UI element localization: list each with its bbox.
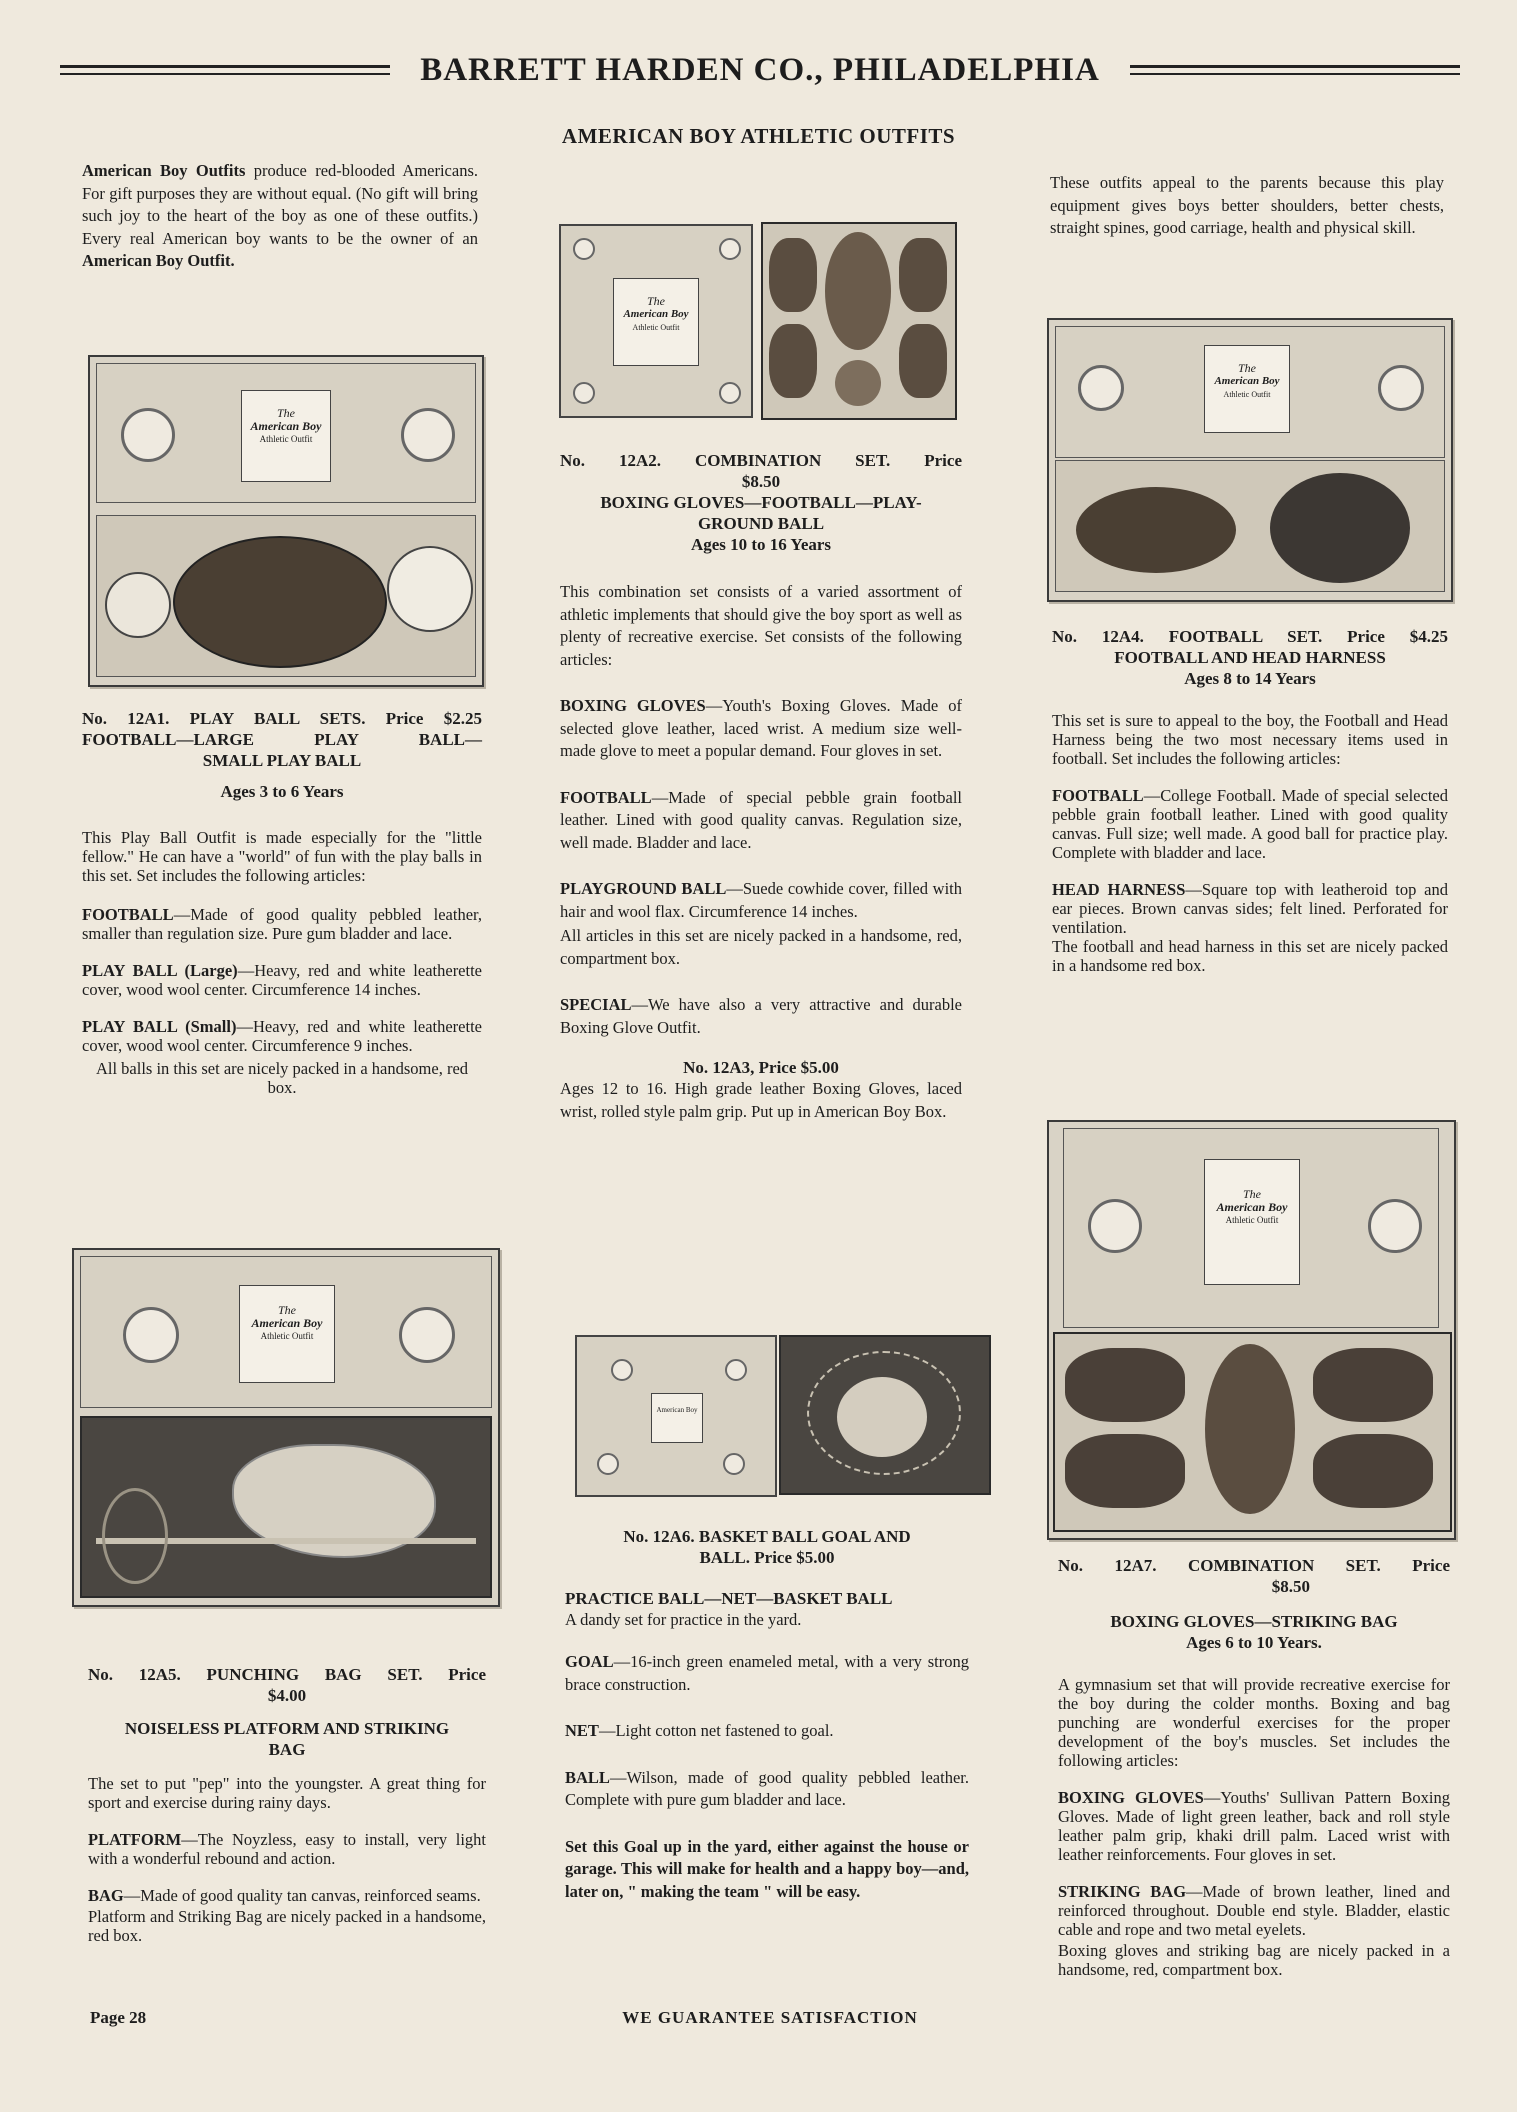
col1-12a5 bbox=[88, 1664, 486, 1957]
boxing-glove bbox=[1065, 1348, 1185, 1422]
box-label bbox=[1204, 1159, 1300, 1285]
gloves-heading: BOXING GLOVES bbox=[1058, 1788, 1204, 1807]
caption-12a4: No. 12A4. FOOTBALL SET. Price $4.25 bbox=[1052, 627, 1448, 646]
box-lid bbox=[80, 1256, 492, 1408]
caption-12a1: No. 12A1. PLAY BALL SETS. Price $2.25 bbox=[82, 709, 482, 728]
box-lid bbox=[559, 224, 753, 418]
boxing-glove bbox=[1313, 1434, 1433, 1508]
football-image bbox=[173, 536, 387, 668]
striking-bag-image bbox=[1205, 1344, 1295, 1514]
box-label-line1: The bbox=[277, 406, 295, 420]
caption-12a2: No. 12A2. COMBINATION SET. Price bbox=[560, 451, 962, 470]
platform-ring bbox=[102, 1488, 168, 1584]
box-label-line2: American Boy bbox=[623, 308, 689, 320]
large-ball-heading: PLAY BALL (Large) bbox=[82, 961, 238, 980]
subtitle-12a6: PRACTICE BALL—NET—BASKET BALL bbox=[565, 1589, 893, 1608]
masthead bbox=[60, 52, 1460, 96]
box-lid bbox=[575, 1335, 777, 1497]
box-label-line3: Athletic Outfit bbox=[1225, 1215, 1279, 1225]
box-label bbox=[241, 390, 331, 482]
box-tray bbox=[761, 222, 957, 420]
gloves-heading: BOXING GLOVES bbox=[560, 696, 706, 715]
harness-text: —Square top with leatheroid top and ear pieces. Brown canvas sides; felt lined. Perforated for ventilation. bbox=[1052, 880, 1448, 937]
intro-lead: American Boy Outfits bbox=[82, 161, 246, 180]
photo-12a6 bbox=[575, 1335, 993, 1497]
col3-12a4 bbox=[1052, 626, 1448, 987]
box-tray bbox=[779, 1335, 991, 1495]
box-label-line1: The bbox=[647, 294, 665, 308]
caption-12a5: No. 12A5. PUNCHING BAG SET. Price bbox=[88, 1665, 486, 1684]
packed-12a7: Boxing gloves and striking bag are nicely packed in a handsome, red, compartment box. bbox=[1058, 1941, 1450, 1979]
large-play-ball bbox=[387, 546, 473, 632]
caption-12a1-items: FOOTBALL—LARGE PLAY BALL— bbox=[82, 730, 482, 749]
guarantee: WE GUARANTEE SATISFACTION bbox=[622, 2008, 918, 2027]
price-12a7: $8.50 bbox=[1271, 1577, 1310, 1596]
playground-ball-heading: PLAYGROUND BALL bbox=[560, 879, 727, 898]
col2-12a6 bbox=[565, 1526, 969, 1915]
basket-ball-image bbox=[837, 1377, 927, 1457]
special-heading: SPECIAL bbox=[560, 995, 632, 1014]
box-label bbox=[651, 1393, 703, 1443]
playground-ball-text: —Suede cowhide cover, filled with hair and wool flax. Circumference 14 inches. bbox=[560, 879, 963, 921]
boxing-glove bbox=[899, 324, 947, 398]
corner-badge bbox=[573, 238, 595, 260]
box-label bbox=[613, 278, 699, 366]
ball-heading: BALL bbox=[565, 1767, 610, 1787]
subtitle-12a5-2: BAG bbox=[268, 1740, 306, 1759]
photo-12a4 bbox=[1047, 318, 1453, 602]
packed-12a5: Platform and Striking Bag are nicely packed in a handsome, red box. bbox=[88, 1907, 486, 1945]
ages-12a2: Ages 10 to 16 Years bbox=[690, 535, 832, 554]
large-ball-text: —Heavy, red and white leatherette cover, wood wool center. Circumference 14 inches. bbox=[82, 961, 482, 999]
net-text: —Light cotton net fastened to goal. bbox=[598, 1721, 834, 1740]
corner-badge bbox=[611, 1359, 633, 1381]
photo-12a7 bbox=[1047, 1120, 1456, 1540]
box-label-line2: American Boy bbox=[250, 419, 322, 433]
football-image bbox=[1076, 487, 1236, 573]
box-label-line3: Athletic Outfit bbox=[1223, 390, 1271, 399]
goal-text: —16-inch green enameled metal, with a very strong brace construction. bbox=[565, 1652, 969, 1694]
intro-text: produce red-blooded Americans. For gift purposes they are without equal. (No gift will bring such joy to the heart of the boy as one of these outfits.) Every real American boy wants to be the owner of an bbox=[82, 161, 478, 248]
boxing-glove bbox=[899, 238, 947, 312]
box-label-line1: The bbox=[1243, 1187, 1261, 1201]
caption-12a3: No. 12A3, Price $5.00 bbox=[683, 1058, 839, 1077]
intro-col3: These outfits appeal to the parents because this play equipment gives boys better shoulders, better chests, straight spines, good carriage, health and physical skill. bbox=[1050, 173, 1444, 237]
football-text: —Made of good quality pebbled leather, smaller than regulation size. Pure gum bladder and lace. bbox=[82, 905, 482, 943]
col1-12a1 bbox=[82, 708, 482, 1109]
box-label-line3: Athletic Outfit bbox=[632, 323, 680, 332]
caption-12a2-items-2: GROUND BALL bbox=[697, 514, 825, 533]
platform-text: —The Noyzless, easy to install, very light with a wonderful rebound and action. bbox=[88, 1830, 486, 1868]
desc-12a1: This Play Ball Outfit is made especially for the "little fellow." He can have a "world" of fun with the play balls in this set. Set includes the following articles: bbox=[82, 828, 482, 885]
corner-badge bbox=[597, 1453, 619, 1475]
box-lid bbox=[96, 363, 476, 503]
photo-12a5 bbox=[72, 1248, 500, 1607]
box-label bbox=[1204, 345, 1290, 433]
ball-text: —Wilson, made of good quality pebbled leather. Complete with pure gum bladder and lace. bbox=[565, 1767, 969, 1809]
intro-end: American Boy Outfit. bbox=[82, 251, 235, 270]
gloves-text: —Youth's Boxing Gloves. Made of selected glove leather, laced wrist. A medium size well-made glove to meet a popular demand. Four gloves in set. bbox=[560, 696, 963, 760]
corner-badge bbox=[573, 382, 595, 404]
boxing-glove bbox=[1313, 1348, 1433, 1422]
portrait-badge-right bbox=[1368, 1199, 1422, 1253]
corner-badge bbox=[725, 1359, 747, 1381]
portrait-badge-left bbox=[1078, 365, 1124, 411]
football-text: —Made of special pebble grain football leather. Lined with good quality canvas. Regulation size, well made. Bladder and lace. bbox=[560, 787, 962, 852]
box-label-line3: Athletic Outfit bbox=[260, 1331, 314, 1341]
box-label-line1: The bbox=[278, 1303, 296, 1317]
box-tray bbox=[96, 515, 476, 677]
harness-heading: HEAD HARNESS bbox=[1052, 880, 1186, 899]
ages-12a4: Ages 8 to 14 Years bbox=[1184, 669, 1316, 688]
small-play-ball bbox=[105, 572, 171, 638]
portrait-badge-left bbox=[123, 1307, 179, 1363]
box-lid bbox=[1063, 1128, 1439, 1328]
caption-12a1-items-2: SMALL PLAY BALL bbox=[202, 751, 362, 770]
caption-12a4-items: FOOTBALL AND HEAD HARNESS bbox=[1114, 648, 1386, 667]
page-number: Page 28 bbox=[90, 2008, 147, 2027]
desc-12a5: The set to put "pep" into the youngster. A great thing for sport and exercise during rainy days. bbox=[88, 1774, 486, 1812]
boxing-glove bbox=[769, 324, 817, 398]
portrait-badge-right bbox=[401, 408, 455, 462]
platform-heading: PLATFORM bbox=[88, 1830, 182, 1849]
bag-heading: BAG bbox=[88, 1886, 124, 1905]
col3-intro bbox=[1050, 172, 1444, 252]
packed-12a1: All balls in this set are nicely packed in a handsome, red box. bbox=[95, 1059, 469, 1097]
desc-12a7: A gymnasium set that will provide recreative exercise for the boy during the colder months. Boxing and bag punching are wonderful exercises for the proper development of the boy's muscles. Set includes the following articles: bbox=[1058, 1675, 1450, 1770]
subtitle-12a5: NOISELESS PLATFORM AND STRIKING bbox=[124, 1719, 450, 1738]
box-label-line3: Athletic Outfit bbox=[259, 434, 313, 444]
box-tray bbox=[1053, 1332, 1452, 1532]
col1-intro bbox=[82, 160, 478, 285]
football-image bbox=[825, 232, 891, 350]
football-heading: FOOTBALL bbox=[82, 905, 174, 924]
desc-12a3: Ages 12 to 16. High grade leather Boxing Gloves, laced wrist, rolled style palm grip. Put up in American Boy Box. bbox=[560, 1079, 962, 1121]
col3-12a7 bbox=[1058, 1555, 1450, 1991]
col2-12a2 bbox=[560, 450, 962, 1135]
desc-12a2: This combination set consists of a varied assortment of athletic implements that should give the boy sport as well as plenty of recreative exercise. Set consists of the following articles: bbox=[560, 582, 962, 669]
bag-text: —Made of good quality tan canvas, reinforced seams. bbox=[123, 1886, 481, 1905]
striking-bag-heading: STRIKING BAG bbox=[1058, 1882, 1187, 1901]
net-heading: NET bbox=[565, 1721, 599, 1740]
price-12a6: BALL. Price $5.00 bbox=[699, 1548, 835, 1567]
price-12a2: $8.50 bbox=[741, 472, 781, 491]
caption-12a6: No. 12A6. BASKET BALL GOAL AND bbox=[623, 1527, 911, 1546]
box-lid bbox=[1055, 326, 1445, 458]
corner-badge bbox=[723, 1453, 745, 1475]
gloves-text: —Youths' Sullivan Pattern Boxing Gloves. Made of light green leather, back and roll style leather palm grip, khaki drill palm. Laced wrist with leather reinforcements. Four gloves in set. bbox=[1058, 1788, 1451, 1864]
page-title: BARRETT HARDEN CO., PHILADELPHIA bbox=[408, 52, 1112, 88]
caption-12a7: No. 12A7. COMBINATION SET. Price bbox=[1058, 1556, 1450, 1575]
portrait-badge-right bbox=[399, 1307, 455, 1363]
box-label-line2: American Boy bbox=[656, 1406, 698, 1414]
playground-ball bbox=[835, 360, 881, 406]
corner-badge bbox=[719, 382, 741, 404]
box-label-line2: American Boy bbox=[1216, 1200, 1288, 1214]
desc-12a4: This set is sure to appeal to the boy, the Football and Head Harness being the two most necessary items used in football. Set includes the following articles: bbox=[1052, 711, 1448, 768]
promo-12a6: Set this Goal up in the yard, either against the house or garage. This will make for health and a happy boy—and, later on, " making the team " will be easy. bbox=[565, 1836, 969, 1901]
special-text: —We have also a very attractive and durable Boxing Glove Outfit. bbox=[560, 995, 962, 1037]
ages-12a7: Ages 6 to 10 Years. bbox=[1186, 1633, 1322, 1652]
boxing-glove bbox=[769, 238, 817, 312]
boxing-glove bbox=[1065, 1434, 1185, 1508]
caption-12a2-items: BOXING GLOVES—FOOTBALL—PLAY- bbox=[600, 493, 922, 512]
goal-heading: GOAL bbox=[565, 1652, 614, 1671]
ages-12a1: Ages 3 to 6 Years bbox=[220, 782, 344, 801]
box-tray bbox=[80, 1416, 492, 1598]
box-label-line2: American Boy bbox=[1214, 375, 1280, 387]
head-harness-image bbox=[1270, 473, 1410, 583]
desc-12a6: A dandy set for practice in the yard. bbox=[565, 1610, 802, 1629]
photo-12a1 bbox=[88, 355, 484, 687]
small-ball-heading: PLAY BALL (Small) bbox=[82, 1017, 237, 1036]
corner-badge bbox=[719, 238, 741, 260]
box-tray bbox=[1055, 460, 1445, 592]
price-12a5: $4.00 bbox=[267, 1686, 307, 1705]
football-heading: FOOTBALL bbox=[560, 787, 652, 807]
box-label-line2: American Boy bbox=[251, 1316, 323, 1330]
box-label bbox=[239, 1285, 335, 1383]
packed-12a4: The football and head harness in this set are nicely packed in a handsome red box. bbox=[1052, 937, 1448, 975]
striking-bag-text: —Made of brown leather, lined and reinforced throughout. Double end style. Bladder, elastic cable and rope and two metal eyelets. bbox=[1058, 1882, 1450, 1939]
section-subtitle: AMERICAN BOY ATHLETIC OUTFITS bbox=[561, 124, 956, 148]
subtitle-12a7: BOXING GLOVES—STRIKING BAG bbox=[1110, 1612, 1398, 1631]
photo-12a2 bbox=[557, 222, 955, 420]
football-heading: FOOTBALL bbox=[1052, 786, 1144, 805]
portrait-badge-left bbox=[121, 408, 175, 462]
packed-12a2: All articles in this set are nicely packed in a handsome, red, compartment box. bbox=[560, 926, 962, 968]
box-label-line1: The bbox=[1238, 361, 1256, 375]
small-ball-text: —Heavy, red and white leatherette cover, wood wool center. Circumference 9 inches. bbox=[82, 1017, 482, 1055]
portrait-badge-left bbox=[1088, 1199, 1142, 1253]
portrait-badge-right bbox=[1378, 365, 1424, 411]
football-text: —College Football. Made of special selected pebble grain football leather. Lined with good quality canvas. Full size; well made. A good ball for practice play. Complete with bladder and lace. bbox=[1052, 786, 1448, 862]
